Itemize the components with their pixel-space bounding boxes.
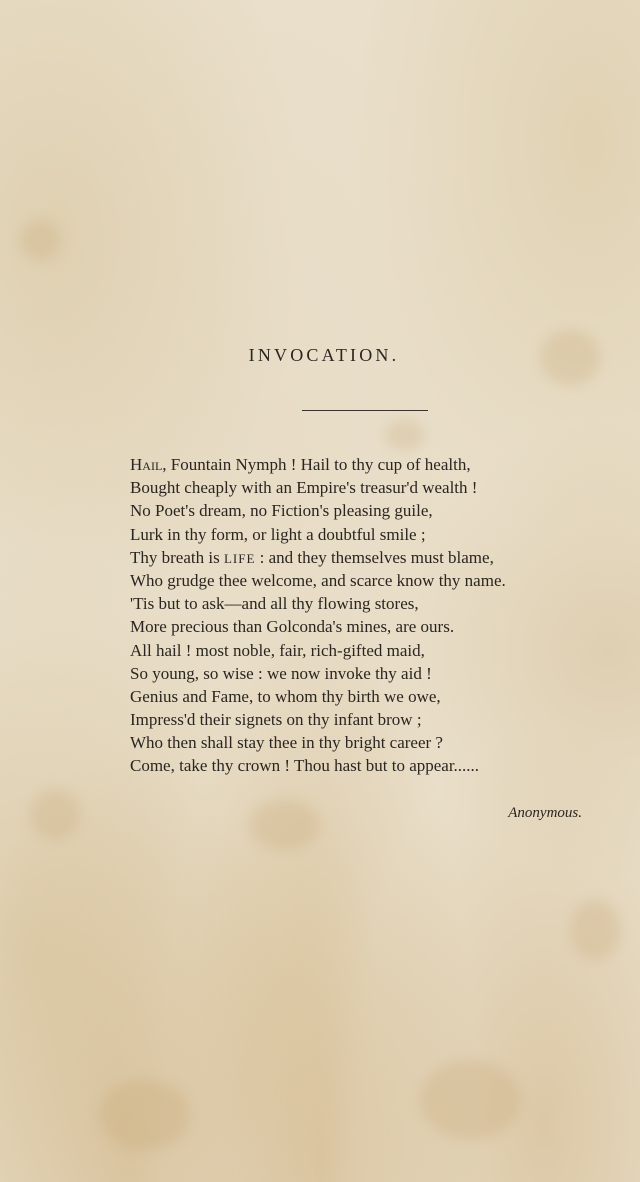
poem-line-5: Thy breath is LIFE : and they themselves must blame, xyxy=(130,547,494,567)
poem-line-8: More precious than Golconda's mines, are ours. xyxy=(130,617,455,637)
emphasis-life: LIFE xyxy=(223,550,256,566)
foxing-stain xyxy=(250,800,320,850)
poem-line-text: , Fountain Nymph ! Hail to thy cup of health, xyxy=(162,455,471,474)
foxing-stain xyxy=(385,420,425,450)
poem-line-12: Impress'd their signets on thy infant brow ; xyxy=(130,710,422,730)
foxing-stain xyxy=(20,220,60,260)
title-divider xyxy=(302,410,428,411)
poem-line-2: Bought cheaply with an Empire's treasur'd wealth ! xyxy=(130,478,478,498)
poem-line-3: No Poet's dream, no Fiction's pleasing guile, xyxy=(130,501,433,521)
attribution: Anonymous. xyxy=(508,805,582,821)
poem-line-14: Come, take thy crown ! Thou hast but to appear...... xyxy=(130,756,480,776)
poem-line-13: Who then shall stay thee in thy bright career ? xyxy=(130,733,443,753)
foxing-stain xyxy=(100,1080,190,1150)
poem-line-6: Who grudge thee welcome, and scarce know thy name. xyxy=(130,570,506,590)
poem-line-4: Lurk in thy form, or light a doubtful smile ; xyxy=(130,524,426,544)
foxing-stain xyxy=(420,1060,520,1140)
poem-line-10: So young, so wise : we now invoke thy aid ! xyxy=(130,663,432,683)
poem-line-9: All hail ! most noble, fair, rich-gifted maid, xyxy=(130,640,425,660)
foxing-stain xyxy=(570,900,620,960)
poem-line-1 xyxy=(130,453,600,476)
poem-body xyxy=(130,453,600,778)
poem-line-7: 'Tis but to ask—and all thy flowing stores, xyxy=(130,594,419,614)
page-title: INVOCATION. xyxy=(248,345,400,365)
first-word: Hail xyxy=(130,455,163,474)
poem-line-11: Genius and Fame, to whom thy birth we owe, xyxy=(130,686,441,706)
foxing-stain xyxy=(30,790,80,840)
